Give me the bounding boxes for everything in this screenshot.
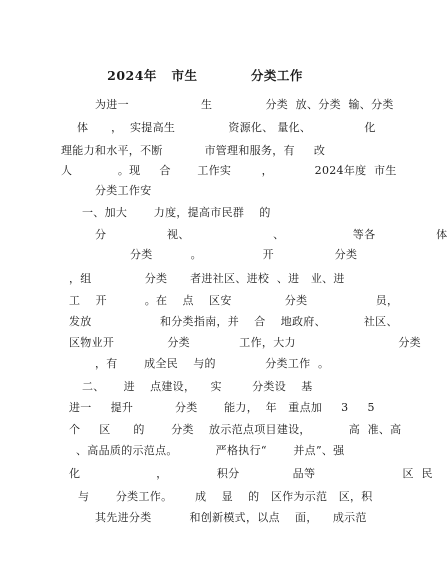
body-line-2: 体 ， 实提高生 资源化、 量化、 化	[77, 121, 376, 134]
section-heading-2: 二、 进 点建设， 实 分类设 基	[82, 380, 313, 393]
body-line-7: 分类 。 开 分类	[130, 248, 358, 261]
body-line-16: 化 ， 积分 品等 区 民	[69, 467, 433, 480]
body-line-12: ，有 成全民 与的 分类工作 。	[95, 357, 330, 370]
body-line-9: 工 开 。在 点 区安 分类 员，	[69, 294, 399, 307]
body-line-4: 人 。现 合 工作实 ， 2024年度 市生	[61, 164, 397, 177]
body-line-18: 其先进分类 和创新模式，以点 面， 成示范	[95, 511, 367, 524]
body-line-3: 理能力和水平，不断 市管理和服务，有 改	[61, 144, 326, 157]
body-line-10: 发放 和分类指南，并 合 地政府、 社区、	[69, 315, 398, 328]
document-title: 2024年 市生 分类工作	[107, 68, 303, 83]
body-line-8: ，组 分类 者进社区、进校 、进 业、进	[69, 272, 345, 285]
body-line-17: 与 分类工作。 成 显 的 区作为示范 区，积	[78, 490, 373, 503]
body-line-6: 分 视、 、 等各 体	[95, 228, 447, 241]
body-line-11: 区物业开 分类 工作，大力 分类	[69, 336, 421, 349]
body-line-15: 、高品质的示范点。 严格执行“ 并点”、强	[76, 444, 345, 457]
body-line-13: 进一 提升 分类 能力， 年 重点加 3 5	[69, 401, 375, 414]
body-line-5: 分类工作安	[95, 184, 152, 197]
body-line-1: 为进一 生 分类 放、分类 输、分类	[95, 98, 394, 111]
section-heading-1: 一、加大 力度，提高市民群 的	[82, 206, 271, 219]
body-line-14: 个 区 的 分类 放示范点项目建设， 高 准、高	[69, 423, 402, 436]
